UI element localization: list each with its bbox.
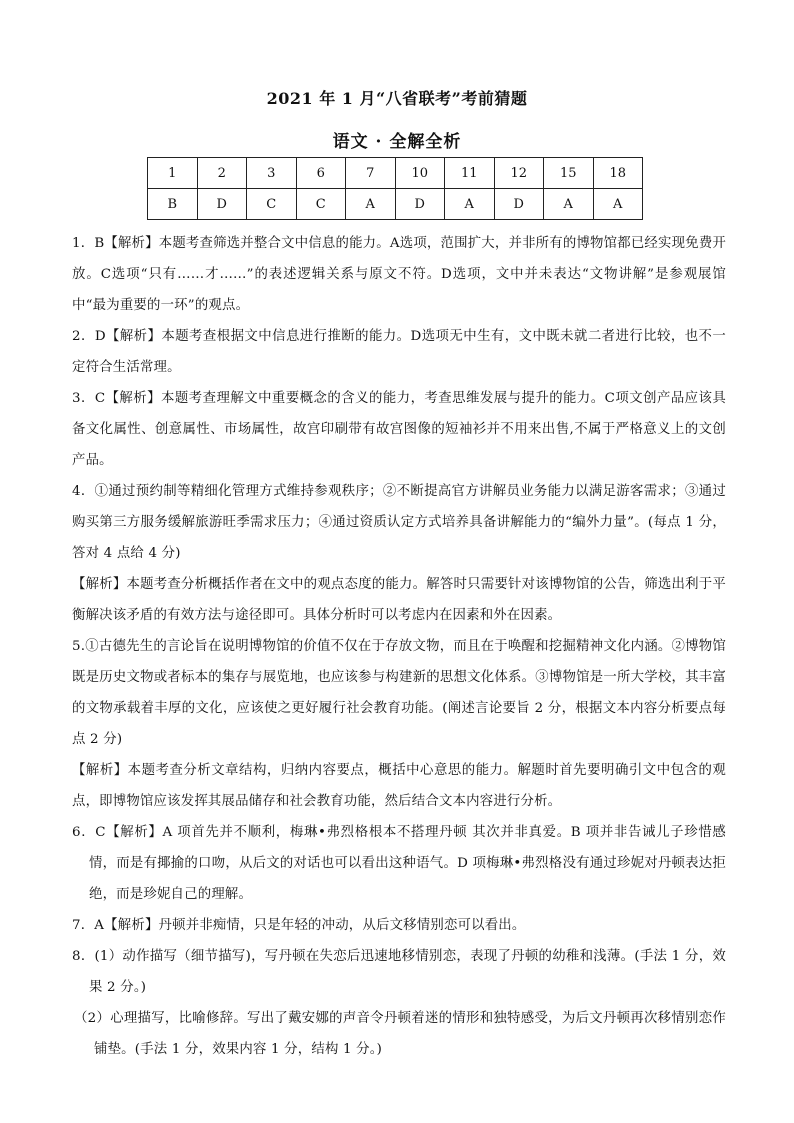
answer-paragraph-q3: 3．C【解析】本题考查理解文中重要概念的含义的能力，考查思维发展与提升的能力。C项文创产品应该具备文化属性、创意属性、市场属性，故宫印刷带有故宫图像的短袖衫并不用来出售,不属于严格意义上的文创产品。: [72, 391, 726, 468]
answer-table-number-row: [148, 158, 643, 189]
answer-cell: C: [247, 189, 297, 220]
answer-paragraph-q6: 6．C【解析】A 项首先并不顺利，梅琳•弗烈格根本不搭理丹顿 其次并非真爱。B 项并非告诫儿子珍惜感情，而是有揶揄的口吻，从后文的对话也可以看出这种语气。D 项梅琳•弗烈格没有通过珍妮对丹顿表达拒绝，而是珍妮自己的理解。: [72, 825, 726, 902]
answer-cell: D: [395, 189, 445, 220]
answer-cell: D: [494, 189, 544, 220]
answer-cell: A: [544, 189, 594, 220]
answer-cell: A: [346, 189, 396, 220]
question-number-cell: 7: [346, 158, 396, 189]
question-number-cell: 10: [395, 158, 445, 189]
answer-paragraph-q2: 2．D【解析】本题考查根据文中信息进行推断的能力。D选项无中生有，文中既未就二者进行比较，也不一定符合生活常理。: [72, 329, 726, 375]
question-number-cell: 1: [148, 158, 198, 189]
question-number-cell: 2: [197, 158, 247, 189]
answer-cell: C: [296, 189, 346, 220]
answer-paragraph-q7: 7．A【解析】丹顿并非痴情，只是年轻的冲动，从后文移情别恋可以看出。: [72, 918, 526, 933]
question-number-cell: 12: [494, 158, 544, 189]
document-subtitle: 语文 · 全解全析: [332, 132, 462, 152]
analysis-body: [72, 228, 726, 1065]
answer-table: [147, 157, 643, 220]
answer-paragraph-q8-part1: 8．(1）动作描写（细节描写)，写丹顿在失恋后迅速地移情别恋，表现了丹顿的幼稚和浅薄。(手法 1 分，效果 2 分。): [72, 949, 726, 995]
answer-cell: A: [593, 189, 643, 220]
answer-table-answer-row: [148, 189, 643, 220]
answer-cell: D: [197, 189, 247, 220]
answer-paragraph-q8-part2: （2）心理描写，比喻修辞。写出了戴安娜的声音令丹顿着迷的情形和独特感受，为后文丹顿再次移情别恋作铺垫。(手法 1 分，效果内容 1 分，结构 1 分。): [74, 1011, 726, 1057]
analysis-paragraph-q5: 【解析】本题考查分析文章结构，归纳内容要点，概括中心意思的能力。解题时首先要明确引文中包含的观点，即博物馆应该发挥其展品储存和社会教育功能，然后结合文本内容进行分析。: [72, 763, 726, 809]
answer-paragraph-q4: 4．①通过预约制等精细化管理方式维持参观秩序；②不断提高官方讲解员业务能力以满足游客需求；③通过购买第三方服务缓解旅游旺季需求压力；④通过资质认定方式培养具备讲解能力的“编外力量”。(每点 1 分，答对 4 点给 4 分): [72, 484, 726, 561]
question-number-cell: 11: [445, 158, 495, 189]
analysis-paragraph-q4: 【解析】本题考查分析概括作者在文中的观点态度的能力。解答时只需要针对该博物馆的公告，筛选出利于平衡解决该矛盾的有效方法与途径即可。具体分析时可以考虑内在因素和外在因素。: [72, 577, 726, 623]
answer-cell: A: [445, 189, 495, 220]
answer-paragraph-q1: 1．B【解析】本题考查筛选并整合文中信息的能力。A选项，范围扩大，并非所有的博物馆都已经实现免费开放。C选项“只有……才……”的表述逻辑关系与原文不符。D选项，文中并未表达“文物讲解”是参观展馆中“最为重要的一环”的观点。: [72, 236, 726, 313]
answer-cell: B: [148, 189, 198, 220]
question-number-cell: 6: [296, 158, 346, 189]
question-number-cell: 15: [544, 158, 594, 189]
question-number-cell: 18: [593, 158, 643, 189]
answer-paragraph-q5: 5.①古德先生的言论旨在说明博物馆的价值不仅在于存放文物，而且在于唤醒和挖掘精神文化内涵。②博物馆既是历史文物或者标本的集存与展览地，也应该参与构建新的思想文化体系。③博物馆是一所大学校，其丰富的文物承载着丰厚的文化，应该使之更好履行社会教育功能。(阐述言论要旨 2 分，根据文本内容分析要点每点 2 分): [72, 639, 726, 747]
question-number-cell: 3: [247, 158, 297, 189]
document-title: 2021 年 1 月“八省联考”考前猜题: [266, 89, 528, 108]
